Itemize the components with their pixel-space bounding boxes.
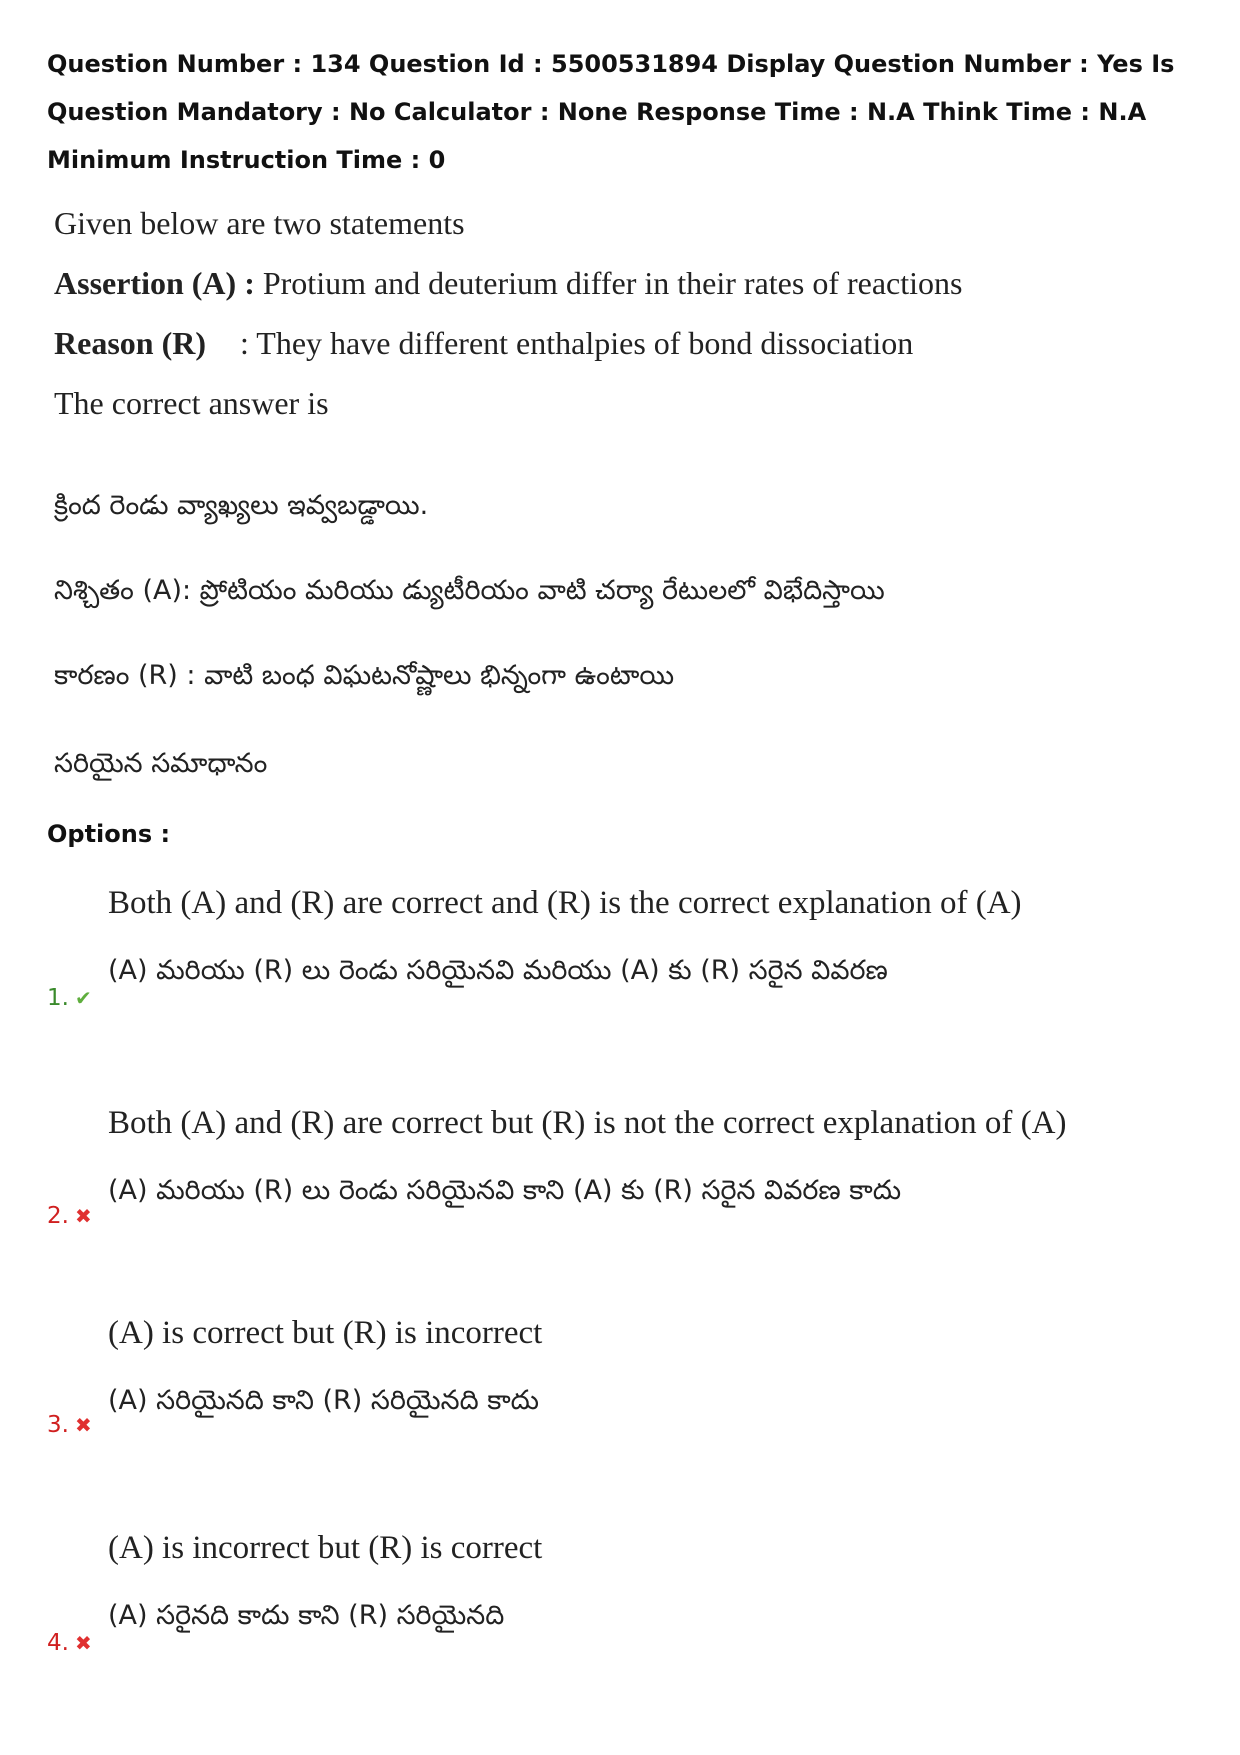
cross-icon: ✖ — [74, 1631, 92, 1655]
option-1-number: 1. — [47, 985, 69, 1011]
option-3-text-te: (A) సరియైనది కాని (R) సరియైనది కాదు — [108, 1385, 540, 1416]
assertion-text: Protium and deuterium differ in their rates of reactions — [262, 265, 963, 301]
reason-label: Reason (R) — [54, 325, 206, 361]
option-3-label — [47, 1412, 92, 1438]
reason-line-en — [54, 325, 913, 362]
reason-text: : They have different enthalpies of bond dissociation — [239, 325, 914, 361]
question-intro-en: Given below are two statements — [54, 205, 465, 241]
options-label: Options : — [47, 820, 171, 848]
question-metadata: Question Number : 134 Question Id : 5500531894 Display Question Number : Yes Is Question Mandatory : No Calculator : None Response Time : N.A Think Time : N.A Minimum Instruction Time : 0 — [47, 50, 1175, 174]
option-1-text-en: Both (A) and (R) are correct and (R) is the correct explanation of (A) — [108, 885, 1022, 921]
option-1-text-te: (A) మరియు (R) లు రెండు సరియైనవి మరియు (A) కు (R) సరైన వివరణ — [108, 955, 888, 986]
reason-line-te: కారణం (R) : వాటి బంధ విఘటనోష్ణాలు భిన్నంగా ఉంటాయి — [54, 660, 675, 691]
question-prompt-en: The correct answer is — [54, 385, 329, 421]
option-4-text-te: (A) సరైనది కాదు కాని (R) సరియైనది — [108, 1600, 505, 1631]
question-intro-te: క్రింద రెండు వ్యాఖ్యలు ఇవ్వబడ్డాయి. — [54, 490, 429, 521]
option-4-label — [47, 1630, 92, 1656]
option-3-number: 3. — [47, 1412, 69, 1438]
option-4-text-en: (A) is incorrect but (R) is correct — [108, 1530, 543, 1566]
check-icon: ✔ — [74, 986, 92, 1010]
option-2-number: 2. — [47, 1203, 69, 1229]
option-3-text-en: (A) is correct but (R) is incorrect — [108, 1315, 543, 1351]
assertion-line-te: నిశ్చితం (A): ప్రోటియం మరియు డ్యుటీరియం వాటి చర్యా రేటులలో విభేదిస్తాయి — [54, 575, 885, 606]
cross-icon: ✖ — [74, 1413, 92, 1437]
option-2-text-en: Both (A) and (R) are correct but (R) is not the correct explanation of (A) — [108, 1105, 1067, 1141]
assertion-line-en — [54, 265, 962, 302]
cross-icon: ✖ — [74, 1204, 92, 1228]
option-2-label — [47, 1203, 92, 1229]
option-1-label — [47, 985, 92, 1011]
assertion-label: Assertion (A) : — [54, 265, 255, 301]
option-4-number: 4. — [47, 1630, 69, 1656]
option-2-text-te: (A) మరియు (R) లు రెండు సరియైనవి కాని (A) కు (R) సరైన వివరణ కాదు — [108, 1175, 902, 1206]
question-prompt-te: సరియైన సమాధానం — [54, 748, 268, 779]
